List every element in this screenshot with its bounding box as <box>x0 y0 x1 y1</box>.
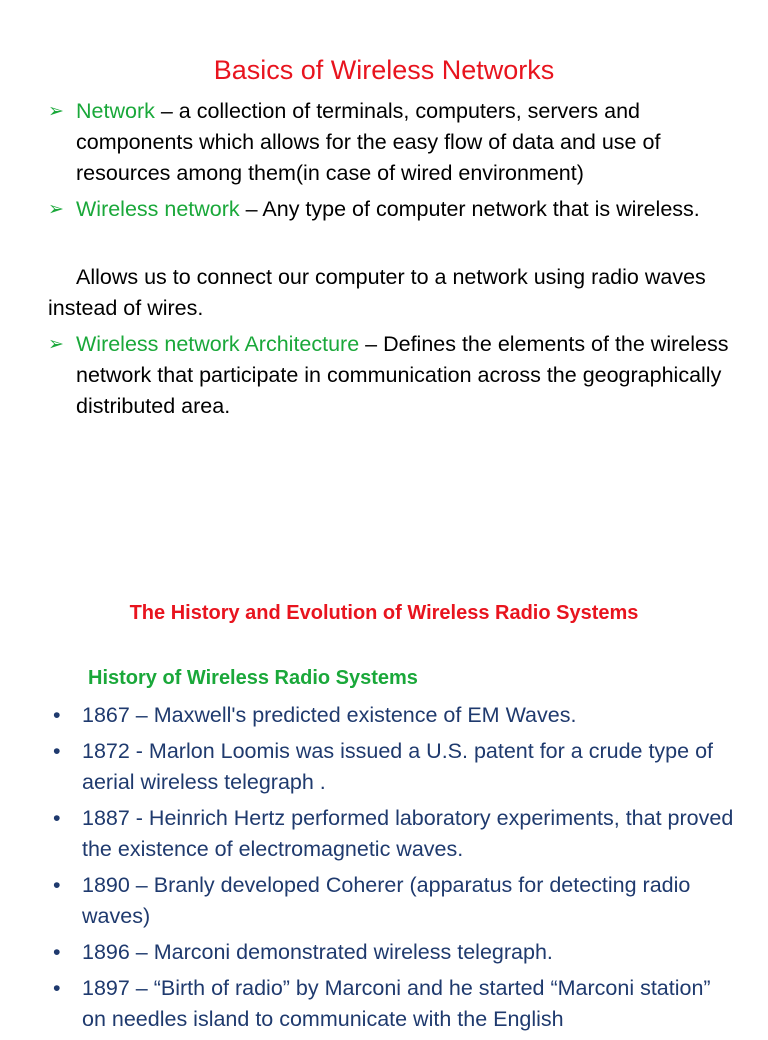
history-text: 1896 – Marconi demonstrated wireless telegraph. <box>82 940 553 964</box>
history-text: 1897 – “Birth of radio” by Marconi and he started “Marconi station” on needles island to communicate with the English <box>82 976 711 1031</box>
sub-heading: History of Wireless Radio Systems <box>88 667 418 689</box>
history-text: 1872 - Marlon Loomis was issued a U.S. patent for a crude type of aerial wireless telegraph . <box>82 739 713 794</box>
term-definition: – Defines the elements of the wireless network that participate in communication across the geographically distributed area. <box>76 332 729 418</box>
term-definition: – Any type of computer network that is wireless. <box>239 197 700 221</box>
history-item <box>48 937 738 968</box>
bullet-dot-icon: • <box>53 739 61 763</box>
bullet-wireless-network <box>48 194 738 225</box>
history-text: 1867 – Maxwell's predicted existence of EM Waves. <box>82 703 577 727</box>
term-label: Wireless network Architecture <box>76 332 360 356</box>
bullet-dot-icon: • <box>53 703 61 727</box>
history-list <box>48 700 738 1040</box>
bullet-dot-icon: • <box>53 940 61 964</box>
bullet-dot-icon: • <box>53 976 61 1000</box>
arrow-bullet-icon: ➢ <box>48 199 64 220</box>
term-label: Network <box>76 99 155 123</box>
bullet-wireless-architecture <box>48 329 738 422</box>
bullet-network <box>48 96 738 189</box>
history-text: 1887 - Heinrich Hertz performed laboratory experiments, that proved the existence of electromagnetic waves. <box>82 806 734 861</box>
section-heading: The History and Evolution of Wireless Radio Systems <box>129 602 639 624</box>
arrow-bullet-icon: ➢ <box>48 101 64 122</box>
bullet-text <box>76 96 738 189</box>
term-label: Wireless network <box>76 197 240 221</box>
history-item <box>48 803 738 865</box>
history-item <box>48 736 738 798</box>
page-title: Basics of Wireless Networks <box>213 55 555 85</box>
bullet-dot-icon: • <box>53 806 61 830</box>
bullet-text <box>76 194 738 225</box>
wireless-paragraph: Allows us to connect our computer to a network using radio waves instead of wires. <box>48 265 706 320</box>
history-item <box>48 870 738 932</box>
bullet-dot-icon: • <box>53 873 61 897</box>
arrow-bullet-icon: ➢ <box>48 334 64 355</box>
history-text: 1890 – Branly developed Coherer (apparatus for detecting radio waves) <box>82 873 691 928</box>
bullet-text <box>76 329 738 422</box>
history-item <box>48 700 738 731</box>
term-definition: – a collection of terminals, computers, servers and components which allows for the easy flow of data and use of resources among them(in case of wired environment) <box>76 99 661 185</box>
history-item <box>48 973 738 1035</box>
